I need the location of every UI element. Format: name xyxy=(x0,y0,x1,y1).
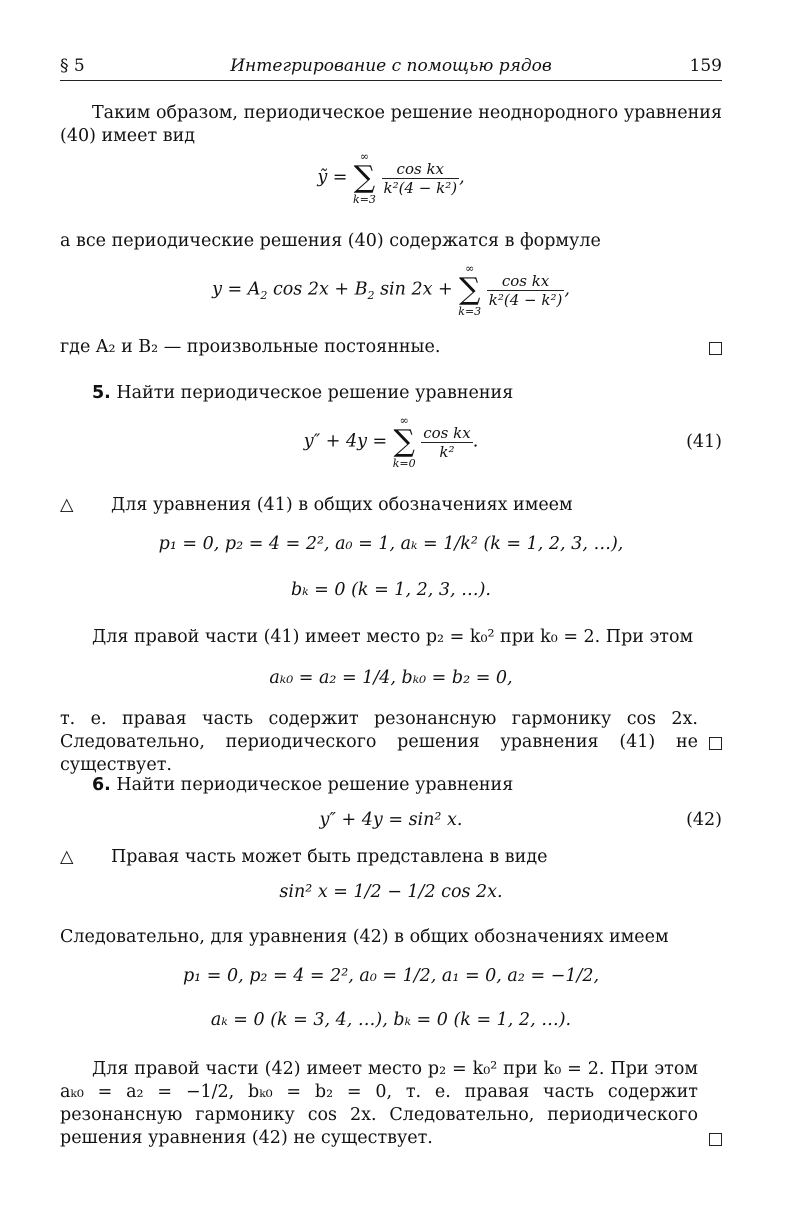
qed-square-icon xyxy=(709,1133,722,1146)
solution-6-intro-text: Правая часть может быть представлена в виде xyxy=(111,847,548,867)
paragraph-3 xyxy=(60,336,722,359)
solution-5-conclusion-text: т. е. правая часть содержит резонансную гармонику cos 2x. Следовательно, периодического решения уравнения (41) не существует. xyxy=(60,709,698,775)
solution-6-eq2: p₁ = 0, p₂ = 4 = 2², a₀ = 1/2, a₁ = 0, a₂ = −1/2, xyxy=(182,966,600,986)
equation-42-number: (42) xyxy=(686,810,722,830)
problem-6-text: Найти периодическое решение уравнения xyxy=(116,775,514,795)
page-number: 159 xyxy=(689,56,722,76)
problem-6 xyxy=(60,774,722,797)
solution-5-eq1: p₁ = 0, p₂ = 4 = 2², a₀ = 1, aₖ = 1/k² (k = 1, 2, 3, …), xyxy=(158,534,624,554)
solution-start-triangle-icon: △ xyxy=(60,495,74,515)
solution-5-intro-text: Для уравнения (41) в общих обозначениях имеем xyxy=(111,495,573,515)
solution-5-eq2: bₖ = 0 (k = 1, 2, 3, …). xyxy=(291,580,491,600)
paragraph-3-text: где A₂ и B₂ — произвольные постоянные. xyxy=(60,337,441,357)
equation-41: y″ + 4y = ∞ ∑ k=0 $\frac{\text{cos kx}}{\text{k²}}$ . (41) xyxy=(303,414,722,470)
solution-6-conclusion xyxy=(60,1058,722,1150)
problem-5-number: 5. xyxy=(92,383,111,403)
solution-6-paragraph: Следовательно, для уравнения (42) в общих обозначениях имеем xyxy=(60,927,669,947)
problem-6-number: 6. xyxy=(92,775,111,795)
solution-5-eq3: aₖ₀ = a₂ = 1/4, bₖ₀ = b₂ = 0, xyxy=(269,668,513,688)
solution-5-right-part: Для правой части (41) имеет место p₂ = k₀² при k₀ = 2. При этом xyxy=(92,627,694,647)
solution-6-intro xyxy=(60,846,722,869)
paragraph-1: Таким образом, периодическое решение неоднородного уравнения (40) имеет вид xyxy=(60,103,722,146)
qed-square-icon xyxy=(709,342,722,355)
equation-42-body: y″ + 4y = sin² x. xyxy=(319,810,463,830)
solution-6-conclusion-text: Для правой части (42) имеет место p₂ = k₀² при k₀ = 2. При этом aₖ₀ = a₂ = −1/2, bₖ₀ = b₂ = 0, т. е. правая часть содержит резонансную гармонику cos 2x. Следовательно, периодического решения уравнения (42) не существует. xyxy=(60,1059,698,1148)
qed-square-icon xyxy=(709,737,722,750)
running-title: Интегрирование с помощью рядов xyxy=(230,56,552,76)
solution-5-intro xyxy=(60,494,722,517)
section-number: § 5 xyxy=(60,56,85,76)
problem-5 xyxy=(60,382,722,405)
equation-41-number: (41) xyxy=(686,432,722,452)
solution-start-triangle-icon: △ xyxy=(60,847,74,867)
equation-42 xyxy=(60,810,722,830)
problem-5-text: Найти периодическое решение уравнения xyxy=(116,383,514,403)
solution-6-eq1: sin² x = 1/2 − 1/2 cos 2x. xyxy=(279,882,503,902)
solution-6-eq3: aₖ = 0 (k = 3, 4, …), bₖ = 0 (k = 1, 2, …). xyxy=(210,1010,572,1030)
equation-general-solution: $y = A_2$ $\cos 2x + B_2$ sin 2x + ∞ ∑ k=3 $\frac{\text{cos kx}}{\text{k²(4 − k²)}}$ , xyxy=(212,262,570,318)
paragraph-2: а все периодические решения (40) содержатся в формуле xyxy=(60,231,601,251)
equation-y-tilde: ỹ = ∞ ∑ k=3 $\frac{\text{cos kx}}{\text{k²(4 − k²)}}$ , xyxy=(317,150,465,206)
running-header xyxy=(60,56,722,81)
solution-5-conclusion xyxy=(60,708,722,777)
